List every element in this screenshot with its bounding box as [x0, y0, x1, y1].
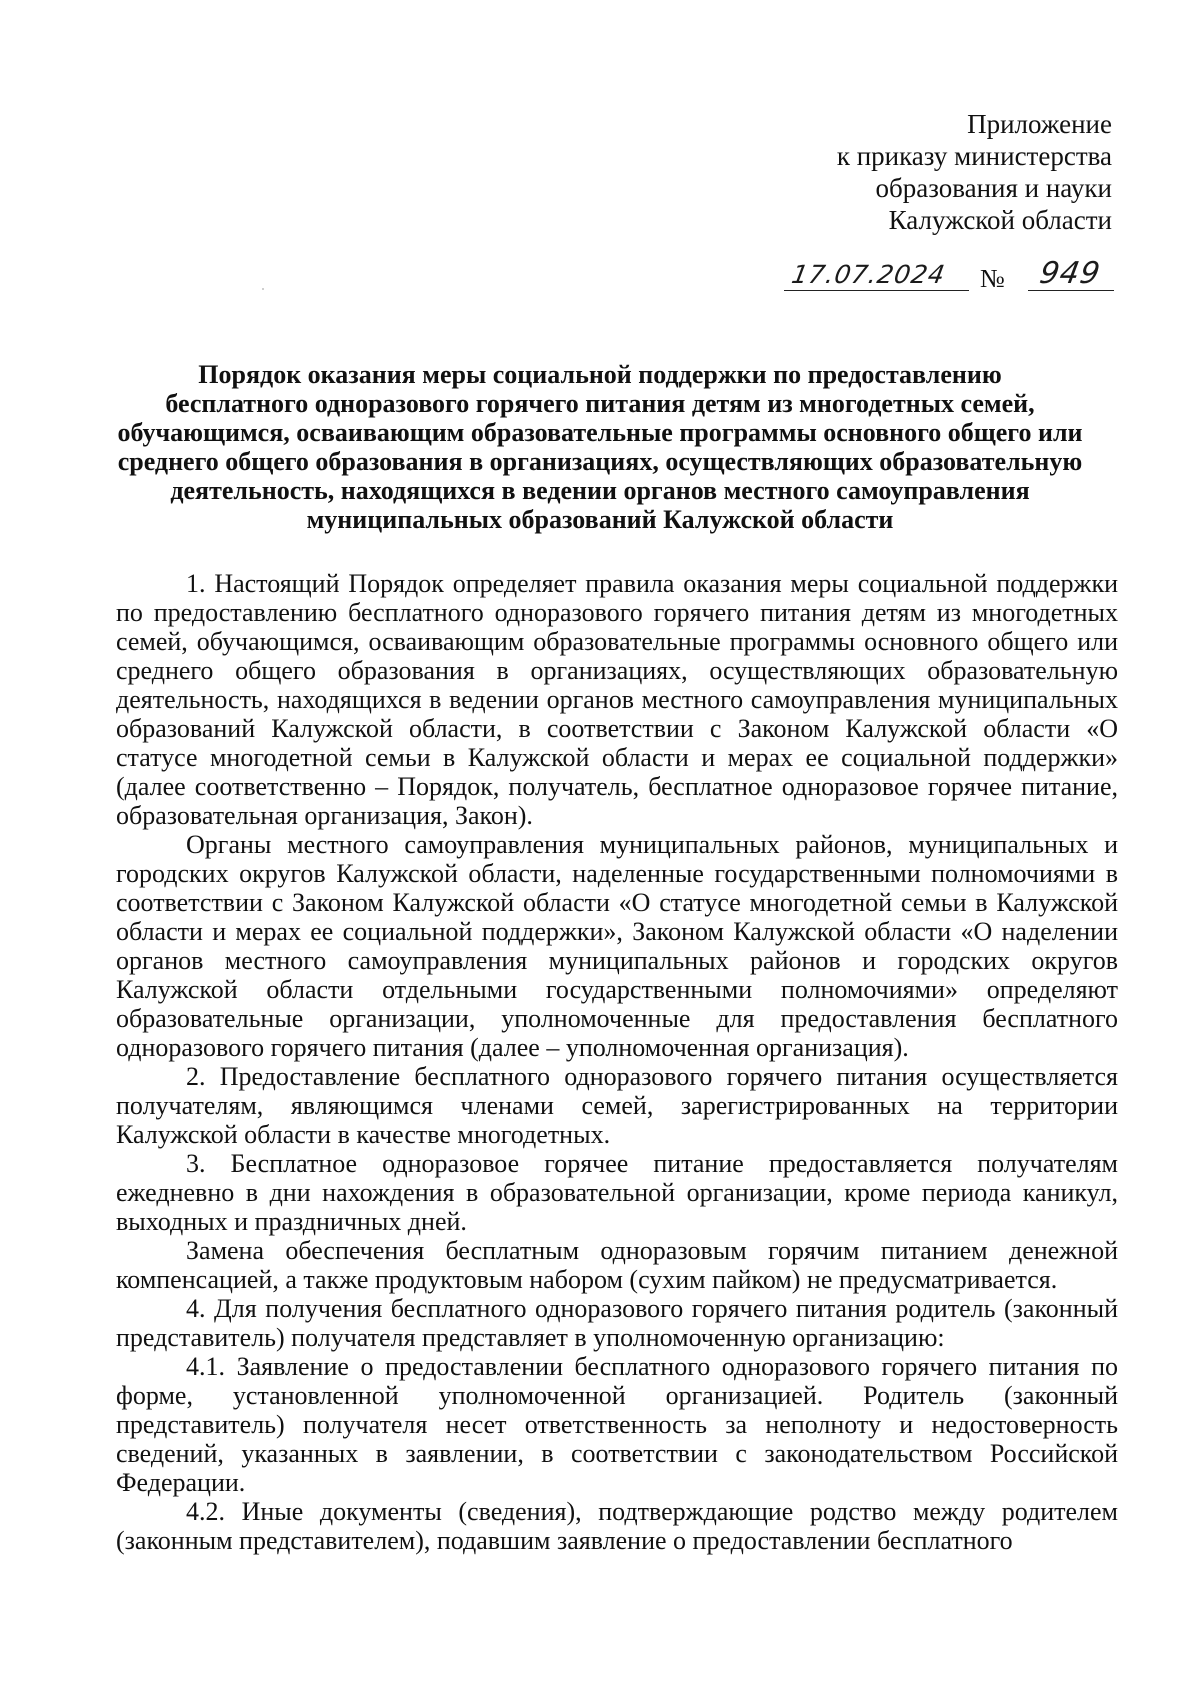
order-date-handwritten: 17.07.2024 — [789, 260, 948, 289]
order-date-number — [784, 258, 1114, 302]
date-underline — [784, 290, 969, 291]
document-body — [116, 569, 1118, 1555]
paragraph: 3. Бесплатное одноразовое горячее питание предоставляется получателям ежедневно в дни нахождения в образовательной организации, кроме периода каникул, выходных и праздничных дней. — [116, 1149, 1118, 1236]
title-line: муниципальных образований Калужской области — [306, 505, 894, 534]
title-line: бесплатного одноразового горячего питания детям из многодетных семей, — [165, 389, 1035, 418]
number-sign: № — [980, 264, 1005, 293]
paragraph: 4.2. Иные документы (сведения), подтверждающие родство между родителем (законным представителем), подавшим заявление о предоставлении бесплатного — [116, 1497, 1118, 1555]
annex-line: Калужской области — [888, 205, 1112, 235]
annex-line: образования и науки — [875, 173, 1112, 203]
title-line: обучающимся, осваивающим образовательные программы основного общего или — [117, 418, 1083, 447]
title-line: деятельность, находящихся в ведении органов местного самоуправления — [170, 476, 1030, 505]
annex-line: к приказу министерства — [836, 141, 1112, 171]
annex-line: Приложение — [967, 109, 1112, 139]
paragraph: Замена обеспечения бесплатным одноразовым горячим питанием денежной компенсацией, а также продуктовым набором (сухим пайком) не предусматривается. — [116, 1236, 1118, 1294]
title-line: Порядок оказания меры социальной поддержки по предоставлению — [198, 360, 1002, 389]
order-number-handwritten: 949 — [1036, 256, 1104, 291]
paragraph: 4.1. Заявление о предоставлении бесплатного одноразового горячего питания по форме, установленной уполномоченной организацией. Родитель (законный представитель) получателя несет ответственность за неполноту и недостоверность сведений, указанных в заявлении, в соответствии с законодательством Российской Федерации. — [116, 1352, 1118, 1497]
paragraph: 2. Предоставление бесплатного одноразового горячего питания осуществляется получателям, являющимся членами семей, зарегистрированных на территории Калужской области в качестве многодетных. — [116, 1062, 1118, 1149]
number-underline — [1028, 290, 1114, 291]
paragraph: 4. Для получения бесплатного одноразового горячего питания родитель (законный представитель) получателя представляет в уполномоченную организацию: — [116, 1294, 1118, 1352]
document-title — [100, 360, 1100, 534]
title-line: среднего общего образования в организациях, осуществляющих образовательную — [117, 447, 1083, 476]
annex-block — [837, 108, 1112, 236]
paragraph: 1. Настоящий Порядок определяет правила оказания меры социальной поддержки по предоставлению бесплатного одноразового горячего питания детям из многодетных семей, обучающимся, осваивающим образовательные программы основного общего или среднего общего образования в организациях, осуществляющих образовательную деятельность, находящихся в ведении органов местного самоуправления муниципальных образований Калужской области, в соответствии с Законом Калужской области «О статусе многодетной семьи в Калужской области и мерах ее социальной поддержки» (далее соответственно – Порядок, получатель, бесплатное одноразовое горячее питание, образовательная организация, Закон). — [116, 569, 1118, 830]
paragraph: Органы местного самоуправления муниципальных районов, муниципальных и городских округов Калужской области, наделенные государственными полномочиями в соответствии с Законом Калужской области «О статусе многодетной семьи в Калужской области и мерах ее социальной поддержки», Законом Калужской области «О наделении органов местного самоуправления муниципальных районов и городских округов Калужской области отдельными государственными полномочиями» определяют образовательные организации, уполномоченные для предоставления бесплатного одноразового горячего питания (далее – уполномоченная организация). — [116, 830, 1118, 1062]
scan-speck — [262, 288, 264, 290]
